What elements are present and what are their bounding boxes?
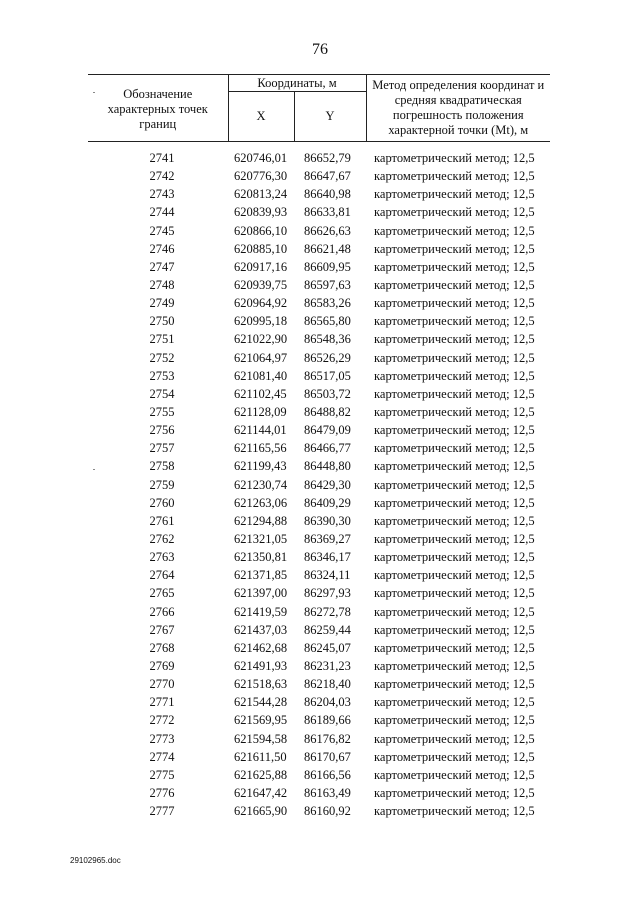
- x-coordinate-cell: 621569,95: [234, 713, 288, 728]
- x-coordinate-cell: 621419,59: [234, 604, 288, 619]
- x-coordinate-cell: 621199,43: [234, 459, 287, 474]
- table-row: [88, 142, 550, 168]
- table-row: [88, 748, 550, 766]
- y-coordinate-cell: 86626,63: [304, 223, 351, 238]
- x-coordinate-cell: 620813,24: [234, 187, 288, 202]
- y-coordinate-cell: 86272,78: [304, 604, 351, 619]
- point-id-cell: 2760: [149, 495, 175, 510]
- point-id-cell: 2751: [149, 332, 175, 347]
- x-coordinate-cell: 620866,10: [234, 223, 288, 238]
- y-coordinate-cell: 86488,82: [304, 405, 351, 420]
- x-coordinate-cell: 621022,90: [234, 332, 288, 347]
- y-coordinate-cell: 86583,26: [304, 296, 351, 311]
- y-coordinate-cell: 86647,67: [304, 169, 351, 184]
- method-cell: картометрический метод; 12,5: [374, 713, 535, 728]
- table-body: [88, 142, 550, 821]
- point-id-cell: 2755: [149, 405, 175, 420]
- method-cell: картометрический метод; 12,5: [374, 495, 535, 510]
- x-coordinate-cell: 621128,09: [234, 405, 287, 420]
- method-cell: картометрический метод; 12,5: [374, 151, 535, 166]
- table-row: [88, 730, 550, 748]
- method-cell: картометрический метод; 12,5: [374, 804, 535, 819]
- table-row: [88, 421, 550, 439]
- point-id-cell: 2771: [149, 695, 175, 710]
- x-coordinate-cell: 621064,97: [234, 350, 288, 365]
- table-row: [88, 294, 550, 312]
- y-coordinate-cell: 86166,56: [304, 767, 351, 782]
- y-coordinate-cell: 86652,79: [304, 151, 351, 166]
- table-row: [88, 766, 550, 784]
- table-row: [88, 530, 550, 548]
- method-cell: картометрический метод; 12,5: [374, 278, 535, 293]
- y-coordinate-cell: 86548,36: [304, 332, 351, 347]
- table-row: [88, 548, 550, 566]
- table-row: [88, 584, 550, 602]
- y-coordinate-cell: 86204,03: [304, 695, 351, 710]
- table-row: [88, 367, 550, 385]
- method-cell: картометрический метод; 12,5: [374, 423, 535, 438]
- point-id-cell: 2757: [149, 441, 175, 456]
- point-id-cell: 2745: [149, 223, 175, 238]
- method-cell: картометрический метод; 12,5: [374, 659, 535, 673]
- point-id-cell: 2749: [149, 296, 175, 311]
- table-row: [88, 240, 550, 258]
- y-coordinate-cell: 86479,09: [304, 423, 351, 438]
- coordinates-column-header: Координаты, м: [228, 75, 366, 92]
- point-id-cell: 2753: [149, 368, 175, 383]
- table-row: [88, 657, 550, 675]
- y-coordinate-cell: 86324,11: [304, 568, 351, 583]
- y-coordinate-cell: 86245,07: [304, 640, 351, 655]
- method-cell: картометрический метод; 12,5: [374, 749, 535, 764]
- method-cell: картометрический метод; 12,5: [374, 477, 535, 492]
- table-row: [88, 276, 550, 294]
- table-row: [88, 476, 550, 494]
- point-id-cell: 2754: [149, 386, 175, 401]
- point-id-cell: 2764: [149, 568, 175, 583]
- point-id-cell: 2746: [149, 241, 175, 256]
- method-cell: картометрический метод; 12,5: [374, 604, 535, 619]
- x-coordinate-cell: 620885,10: [234, 241, 288, 256]
- x-column-header: X: [228, 92, 294, 142]
- point-id-cell: 2762: [149, 532, 175, 547]
- method-cell: картометрический метод; 12,5: [374, 640, 535, 655]
- point-id-cell: 2743: [149, 187, 175, 202]
- x-coordinate-cell: 621321,05: [234, 532, 288, 547]
- x-coordinate-cell: 621263,06: [234, 495, 288, 510]
- method-cell: картометрический метод; 12,5: [374, 223, 535, 238]
- y-coordinate-cell: 86231,23: [304, 659, 351, 673]
- table-row: [88, 621, 550, 639]
- method-cell: картометрический метод; 12,5: [374, 314, 535, 329]
- point-id-cell: 2741: [149, 151, 175, 166]
- point-id-cell: 2750: [149, 314, 175, 329]
- method-cell: картометрический метод; 12,5: [374, 767, 535, 782]
- point-id-cell: 2752: [149, 350, 175, 365]
- y-coordinate-cell: 86160,92: [304, 804, 351, 819]
- point-id-cell: 2759: [149, 477, 175, 492]
- x-coordinate-cell: 621294,88: [234, 513, 288, 528]
- point-id-cell: 2767: [149, 622, 175, 637]
- point-id-cell: 2766: [149, 604, 175, 619]
- y-coordinate-cell: 86163,49: [304, 785, 351, 800]
- table-row: [88, 711, 550, 729]
- method-cell: картометрический метод; 12,5: [374, 241, 535, 256]
- y-coordinate-cell: 86633,81: [304, 205, 351, 220]
- y-coordinate-cell: 86526,29: [304, 350, 351, 365]
- point-id-cell: 2773: [149, 731, 175, 746]
- y-coordinate-cell: 86346,17: [304, 550, 351, 565]
- x-coordinate-cell: 620917,16: [234, 259, 288, 274]
- x-coordinate-cell: 620964,92: [234, 296, 288, 311]
- point-id-cell: 2763: [149, 550, 175, 565]
- method-cell: картометрический метод; 12,5: [374, 169, 535, 184]
- table-row: [88, 457, 550, 475]
- point-id-cell: 2774: [149, 749, 175, 764]
- x-coordinate-cell: 620746,01: [234, 151, 288, 166]
- y-coordinate-cell: 86466,77: [304, 441, 351, 456]
- scan-speck: [93, 92, 95, 93]
- table-row: [88, 603, 550, 621]
- x-coordinate-cell: 621350,81: [234, 550, 288, 565]
- table-row: [88, 639, 550, 657]
- y-coordinate-cell: 86409,29: [304, 495, 351, 510]
- x-coordinate-cell: 620939,75: [234, 278, 288, 293]
- point-id-cell: 2777: [149, 804, 175, 819]
- y-column-header: Y: [294, 92, 366, 142]
- table-row: [88, 203, 550, 221]
- table-row: [88, 222, 550, 240]
- table-row: [88, 349, 550, 367]
- y-coordinate-cell: 86640,98: [304, 187, 351, 202]
- method-cell: картометрический метод; 12,5: [374, 568, 535, 583]
- point-id-cell: 2768: [149, 640, 175, 655]
- method-cell: картометрический метод; 12,5: [374, 459, 535, 474]
- y-coordinate-cell: 86609,95: [304, 259, 351, 274]
- x-coordinate-cell: 621165,56: [234, 441, 287, 456]
- y-coordinate-cell: 86597,63: [304, 278, 351, 293]
- table-row: [88, 566, 550, 584]
- table-row: [88, 439, 550, 457]
- method-cell: картометрический метод; 12,5: [374, 695, 535, 710]
- scan-speck: [93, 469, 95, 470]
- method-cell: картометрический метод; 12,5: [374, 386, 535, 401]
- x-coordinate-cell: 621230,74: [234, 477, 288, 492]
- x-coordinate-cell: 621371,85: [234, 568, 288, 583]
- method-cell: картометрический метод; 12,5: [374, 368, 535, 383]
- y-coordinate-cell: 86218,40: [304, 677, 351, 692]
- method-column-header: Метод определения координат и средняя квадратическая погрешность положения характерной точки (Mt), м: [366, 75, 550, 142]
- method-cell: картометрический метод; 12,5: [374, 405, 535, 420]
- table-row: [88, 675, 550, 693]
- point-id-cell: 2776: [149, 785, 175, 800]
- point-id-cell: 2742: [149, 169, 175, 184]
- x-coordinate-cell: 621647,42: [234, 785, 288, 800]
- x-coordinate-cell: 621102,45: [234, 386, 287, 401]
- y-coordinate-cell: 86176,82: [304, 731, 351, 746]
- point-id-cell: 2761: [149, 513, 175, 528]
- x-coordinate-cell: 621665,90: [234, 804, 288, 819]
- y-coordinate-cell: 86297,93: [304, 586, 351, 601]
- page-number: 76: [312, 41, 328, 58]
- y-coordinate-cell: 86170,67: [304, 749, 351, 764]
- point-id-cell: 2747: [149, 259, 175, 274]
- point-id-cell: 2758: [149, 459, 175, 474]
- method-cell: картометрический метод; 12,5: [374, 550, 535, 565]
- table-header: [88, 75, 550, 142]
- y-coordinate-cell: 86259,44: [304, 622, 351, 637]
- table-row: [88, 494, 550, 512]
- x-coordinate-cell: 620995,18: [234, 314, 288, 329]
- method-cell: картометрический метод; 12,5: [374, 677, 535, 692]
- method-cell: картометрический метод; 12,5: [374, 187, 535, 202]
- table-row: [88, 784, 550, 802]
- x-coordinate-cell: 621611,50: [234, 749, 287, 764]
- table-row: [88, 385, 550, 403]
- point-id-cell: 2744: [149, 205, 175, 220]
- point-id-cell: 2775: [149, 767, 175, 782]
- x-coordinate-cell: 621397,00: [234, 586, 288, 601]
- table-row: [88, 330, 550, 348]
- method-cell: картометрический метод; 12,5: [374, 586, 535, 601]
- x-coordinate-cell: 621144,01: [234, 423, 287, 438]
- y-coordinate-cell: 86448,80: [304, 459, 351, 474]
- method-cell: картометрический метод; 12,5: [374, 259, 535, 274]
- x-coordinate-cell: 621462,68: [234, 640, 288, 655]
- y-coordinate-cell: 86390,30: [304, 513, 351, 528]
- coordinates-table-container: [88, 74, 550, 820]
- method-cell: картометрический метод; 12,5: [374, 332, 535, 347]
- method-cell: картометрический метод; 12,5: [374, 731, 535, 746]
- table-row: [88, 258, 550, 276]
- y-coordinate-cell: 86565,80: [304, 314, 351, 329]
- point-id-cell: 2765: [149, 586, 175, 601]
- table-row: [88, 802, 550, 820]
- y-coordinate-cell: 86429,30: [304, 477, 351, 492]
- table-row: [88, 167, 550, 185]
- method-cell: картометрический метод; 12,5: [374, 205, 535, 220]
- x-coordinate-cell: 621518,63: [234, 677, 288, 692]
- x-coordinate-cell: 620776,30: [234, 169, 288, 184]
- table-row: [88, 693, 550, 711]
- y-coordinate-cell: 86189,66: [304, 713, 351, 728]
- y-coordinate-cell: 86517,05: [304, 368, 351, 383]
- x-coordinate-cell: 621437,03: [234, 622, 288, 637]
- coordinates-table: [88, 74, 550, 820]
- method-cell: картометрический метод; 12,5: [374, 785, 535, 800]
- point-id-cell: 2769: [149, 659, 175, 673]
- x-coordinate-cell: 620839,93: [234, 205, 288, 220]
- point-id-cell: 2748: [149, 278, 175, 293]
- x-coordinate-cell: 621594,58: [234, 731, 288, 746]
- table-row: [88, 403, 550, 421]
- point-id-cell: 2756: [149, 423, 175, 438]
- point-id-cell: 2772: [149, 713, 175, 728]
- method-cell: картометрический метод; 12,5: [374, 441, 535, 456]
- method-cell: картометрический метод; 12,5: [374, 296, 535, 311]
- x-coordinate-cell: 621491,93: [234, 659, 288, 673]
- x-coordinate-cell: 621081,40: [234, 368, 288, 383]
- point-id-cell: 2770: [149, 677, 175, 692]
- method-cell: картометрический метод; 12,5: [374, 622, 535, 637]
- table-row: [88, 312, 550, 330]
- x-coordinate-cell: 621544,28: [234, 695, 288, 710]
- method-cell: картометрический метод; 12,5: [374, 532, 535, 547]
- point-column-header: Обозначение характерных точек границ: [88, 75, 228, 142]
- method-cell: картометрический метод; 12,5: [374, 350, 535, 365]
- footer-filename: 29102965.doc: [70, 856, 121, 865]
- y-coordinate-cell: 86503,72: [304, 386, 351, 401]
- method-cell: картометрический метод; 12,5: [374, 513, 535, 528]
- table-row: [88, 512, 550, 530]
- y-coordinate-cell: 86621,48: [304, 241, 351, 256]
- y-coordinate-cell: 86369,27: [304, 532, 351, 547]
- x-coordinate-cell: 621625,88: [234, 767, 288, 782]
- table-row: [88, 185, 550, 203]
